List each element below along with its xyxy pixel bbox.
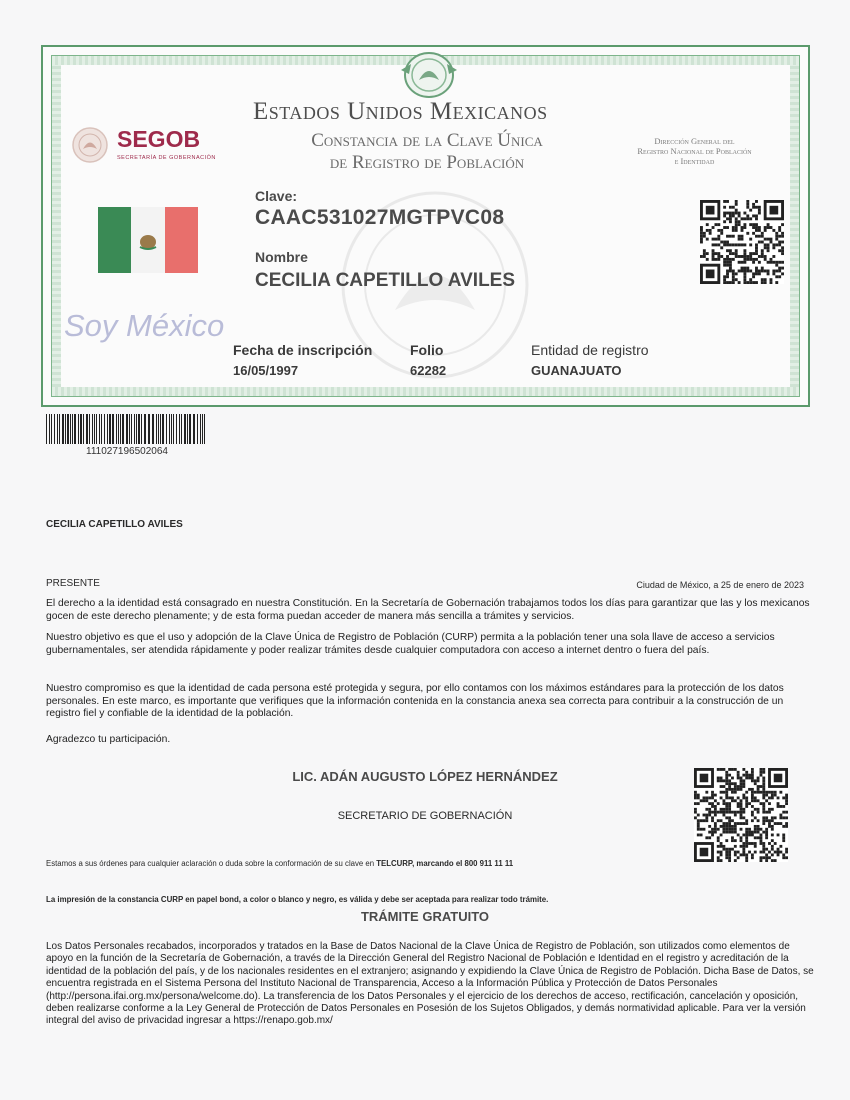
letter-paragraph: El derecho a la identidad está consagrado en nuestra Constitución. En la Secretaría de Gobernación trabajamos todos los días para garantizar que las y los mexicanos gocen de este derecho plenamente; y de esta forma puedan acceder de manera más sencilla a trámites y servicios. <box>46 598 810 622</box>
directorate-line: Registro Nacional de Población <box>637 146 752 156</box>
print-validity-notice: La impresión de la constancia CURP en papel bond, a color o blanco y negro, es válida y debe ser aceptada para realizar todo trámite. <box>46 895 549 904</box>
contact-notice-text: Estamos a sus órdenes para cualquier aclaración o duda sobre la conformación de su clave en <box>46 859 377 868</box>
telcurp-phone: TELCURP, marcando el 800 911 11 11 <box>376 859 514 868</box>
slogan-soy-mexico: Soy México <box>64 308 225 343</box>
recipient-name: CECILIA CAPETILLO AVILES <box>46 519 183 530</box>
barcode-number: 111027196502064 <box>86 446 168 457</box>
signer-title: SECRETARIO DE GOBERNACIÓN <box>337 810 513 822</box>
letter-thanks: Agradezco tu participación. <box>46 734 171 745</box>
document-title: Estados Unidos Mexicanos <box>253 98 548 125</box>
contact-notice <box>46 859 513 868</box>
place-date: Ciudad de México, a 25 de enero de 2023 <box>636 580 804 590</box>
nombre-value: CECILIA CAPETILLO AVILES <box>255 270 516 291</box>
segob-seal-icon <box>72 127 108 163</box>
tramite-gratuito: TRÁMITE GRATUITO <box>360 909 490 924</box>
mexican-seal-icon <box>397 50 461 100</box>
folio-value: 62282 <box>410 363 447 378</box>
presente-label: PRESENTE <box>46 578 100 589</box>
mexican-flag <box>98 207 198 273</box>
privacy-notice: Los Datos Personales recabados, incorporados y tratados en la Base de Datos Nacional de la Clave Única de Registro de Población, son utilizados como elementos de apoyo en la función de la Secretaría de Gobernación, a través de la Dirección General del Registro Nacional de Población e Identidad en el registro y acreditación de la identidad de la población del país, y de los nacionales residentes en el extranjero; asignando y expidiendo la Clave Única de Registro de Población. Dicha Base de Datos, se encuentra registrada en el Sistema Persona del Instituto Nacional de Transparencia, Acceso a la Información Pública y Protección de Datos Personales (http://persona.ifai.org.mx/persona/welcome.do). La transferencia de los Datos Personales y el ejercicio de los derechos de acceso, rectificación, cancelación y oposición, deben realizarse conforme a la Ley General de Protección de Datos Personales en Posesión de los Sujetos Obligados, y demás normatividad aplicable. Para ver la versión integral del aviso de privacidad ingresar a https://renapo.gob.mx/ <box>46 941 814 1027</box>
document-subtitle-line1: Constancia de la Clave Única <box>311 130 543 151</box>
flag-eagle-icon <box>136 229 160 251</box>
curp-value: CAAC531027MGTPVC08 <box>255 206 505 229</box>
letter-paragraph: Nuestro compromiso es que la identidad de cada persona esté protegida y segura, por ello contamos con los máximos estándares para la protección de los datos personales. En este marco, es importante que verifiques que la información contenida en la constancia anexa sea correcta para contribuir a la construcción de un registro fiel y confiable de la identidad de la población. <box>46 683 784 719</box>
document-subtitle-line2: de Registro de Población <box>329 152 525 173</box>
signer-name: LIC. ADÁN AUGUSTO LÓPEZ HERNÁNDEZ <box>292 769 558 784</box>
fecha-inscripcion-label: Fecha de inscripción <box>233 342 373 358</box>
letter-paragraph: Nuestro objetivo es que el uso y adopción de la Clave Única de Registro de Población (CURP) permita a la población tener una sola llave de acceso a servicios gubernamentales, ser atendida rápidamente y poder realizar trámites desde cualquier computadora con acceso a internet dentro o fuera del país. <box>46 632 775 656</box>
directorate-block <box>612 136 777 166</box>
qr-code-icon <box>700 200 784 284</box>
entidad-registro-value: GUANAJUATO <box>531 363 622 378</box>
agency-subtitle: SECRETARÍA DE GOBERNACIÓN <box>117 155 216 161</box>
directorate-line: Dirección General del <box>654 136 735 146</box>
clave-label: Clave: <box>255 188 298 204</box>
folio-label: Folio <box>410 342 444 358</box>
fecha-inscripcion-value: 16/05/1997 <box>233 363 299 378</box>
qr-code-icon <box>694 768 788 862</box>
agency-logo-text: SEGOB <box>117 126 201 152</box>
barcode-icon <box>46 414 208 444</box>
entidad-registro-label: Entidad de registro <box>531 342 649 358</box>
nombre-label: Nombre <box>255 249 308 265</box>
directorate-line: e Identidad <box>674 156 715 166</box>
